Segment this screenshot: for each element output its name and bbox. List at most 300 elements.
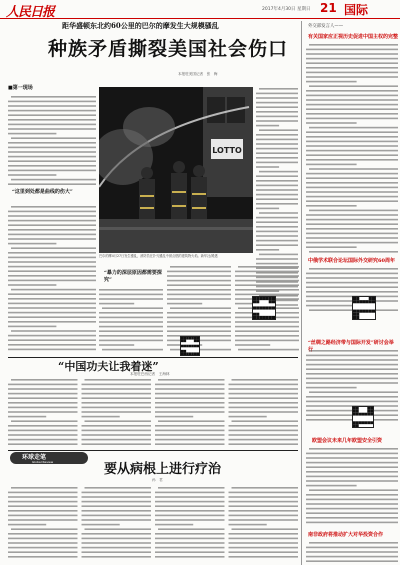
text-line bbox=[99, 326, 163, 328]
text-line bbox=[8, 229, 96, 231]
firefighters-image bbox=[99, 87, 253, 253]
text-line bbox=[155, 425, 225, 427]
text-line bbox=[82, 407, 152, 409]
text-line bbox=[8, 524, 46, 526]
text-line bbox=[8, 321, 96, 323]
text-line bbox=[85, 487, 152, 489]
text-lines bbox=[8, 486, 298, 562]
text-line bbox=[306, 485, 357, 487]
text-line bbox=[170, 266, 231, 268]
masthead bbox=[0, 0, 400, 19]
text-line bbox=[229, 443, 299, 445]
text-line bbox=[167, 330, 231, 332]
text-line bbox=[8, 110, 96, 112]
newspaper-logo: 人民日报 bbox=[6, 5, 55, 20]
text-line bbox=[229, 547, 299, 549]
text-line bbox=[306, 382, 398, 384]
text-line bbox=[306, 556, 398, 558]
text-line bbox=[167, 303, 202, 305]
text-line bbox=[235, 344, 270, 346]
text-line bbox=[309, 542, 398, 544]
text-line bbox=[8, 542, 78, 544]
text-line bbox=[256, 102, 298, 104]
text-line bbox=[99, 321, 163, 323]
qr-code[interactable] bbox=[352, 406, 374, 428]
text-line bbox=[11, 247, 96, 249]
text-line bbox=[82, 496, 152, 498]
text-line bbox=[256, 97, 298, 99]
qr-code[interactable] bbox=[252, 296, 276, 320]
text-line bbox=[306, 131, 398, 133]
section-name: 国际 bbox=[344, 3, 369, 17]
text-line bbox=[232, 528, 299, 530]
text-line bbox=[8, 384, 78, 386]
text-line bbox=[82, 416, 120, 418]
text-line bbox=[256, 208, 279, 210]
badge-title: 环球走笔 bbox=[22, 454, 47, 461]
text-line bbox=[259, 254, 298, 256]
text-line bbox=[306, 108, 398, 110]
text-line bbox=[256, 120, 298, 122]
text-line bbox=[8, 505, 78, 507]
text-line bbox=[256, 226, 298, 228]
text-line bbox=[82, 443, 152, 445]
text-line bbox=[170, 307, 231, 309]
text-line bbox=[8, 349, 96, 351]
text-line bbox=[306, 551, 398, 553]
text-line bbox=[8, 430, 78, 432]
text-line bbox=[229, 425, 299, 427]
qr-code-icon bbox=[181, 337, 199, 355]
text-line bbox=[8, 165, 96, 167]
text-line bbox=[306, 164, 357, 166]
text-line bbox=[259, 171, 298, 173]
text-line bbox=[155, 533, 225, 535]
text-line bbox=[306, 58, 398, 60]
text-line bbox=[82, 425, 152, 427]
text-line bbox=[82, 402, 152, 404]
text-line bbox=[8, 266, 96, 268]
text-line bbox=[238, 349, 299, 351]
text-line bbox=[306, 453, 398, 455]
text-line bbox=[306, 291, 398, 293]
text-line bbox=[256, 134, 298, 136]
text-line bbox=[306, 118, 398, 120]
text-line bbox=[256, 258, 298, 260]
lead-headline: 种族矛盾撕裂美国社会伤口 bbox=[48, 38, 289, 60]
text-line bbox=[155, 538, 225, 540]
text-line bbox=[11, 330, 96, 332]
lead-byline: 本报驻美国记者 张 梅 bbox=[178, 72, 218, 76]
text-line bbox=[8, 303, 96, 305]
text-line bbox=[82, 515, 152, 517]
text-line bbox=[309, 489, 398, 491]
text-line bbox=[8, 119, 96, 121]
text-line bbox=[155, 510, 225, 512]
text-line bbox=[306, 305, 357, 307]
text-line bbox=[8, 261, 96, 263]
text-line bbox=[306, 517, 398, 519]
text-line bbox=[155, 501, 225, 503]
text-line bbox=[8, 275, 96, 277]
text-line bbox=[167, 298, 231, 300]
text-line bbox=[306, 228, 398, 230]
text-line bbox=[82, 505, 152, 507]
text-line bbox=[8, 501, 78, 503]
text-line bbox=[155, 402, 225, 404]
text-line bbox=[11, 137, 96, 139]
text-line bbox=[256, 217, 298, 219]
text-lines bbox=[306, 43, 398, 255]
text-line bbox=[82, 524, 120, 526]
text-line bbox=[8, 556, 78, 558]
text-line bbox=[8, 407, 78, 409]
text-line bbox=[306, 76, 398, 78]
sidebar-kicker: 外交部发言人—— bbox=[308, 24, 344, 29]
text-line bbox=[102, 307, 163, 309]
text-line bbox=[11, 420, 78, 422]
text-line bbox=[306, 508, 398, 510]
qr-code[interactable] bbox=[352, 296, 376, 320]
text-line bbox=[235, 330, 299, 332]
text-line bbox=[8, 411, 78, 413]
text-line bbox=[306, 136, 398, 138]
text-line bbox=[8, 316, 96, 318]
text-line bbox=[309, 85, 398, 87]
text-line bbox=[155, 434, 225, 436]
text-line bbox=[229, 388, 299, 390]
text-line bbox=[259, 212, 298, 214]
text-line bbox=[229, 556, 299, 558]
sidebar-item-title: 欧盟会议未来几年欧盟安全引资 bbox=[312, 438, 383, 444]
text-line bbox=[306, 480, 398, 482]
text-line bbox=[235, 280, 299, 282]
text-line bbox=[306, 141, 398, 143]
text-line bbox=[256, 203, 298, 205]
text-line bbox=[259, 88, 298, 90]
text-line bbox=[167, 294, 231, 296]
text-line bbox=[306, 364, 398, 366]
pull-quote-2: “暴力的深层原因都需要探究” bbox=[104, 270, 162, 283]
text-line bbox=[309, 350, 398, 352]
text-line bbox=[306, 237, 398, 239]
text-line bbox=[306, 359, 398, 361]
text-line bbox=[309, 210, 398, 212]
issue-date: 2017年4月30日 星期日 bbox=[262, 7, 311, 12]
text-line bbox=[8, 339, 96, 341]
text-line bbox=[256, 148, 298, 150]
text-line bbox=[8, 551, 78, 553]
text-line bbox=[8, 243, 56, 245]
text-line bbox=[306, 476, 398, 478]
text-line bbox=[8, 151, 96, 153]
text-line bbox=[99, 294, 163, 296]
article-two-byline: 本报驻巴西记者 王海林 bbox=[130, 372, 170, 376]
text-line bbox=[167, 317, 231, 319]
text-line bbox=[229, 492, 299, 494]
lead-text-col-1 bbox=[8, 95, 96, 187]
column-headline: 要从病根上进行疗治 bbox=[104, 462, 222, 477]
section-divider-2 bbox=[8, 450, 298, 451]
text-line bbox=[306, 560, 398, 562]
text-line bbox=[8, 397, 78, 399]
text-line bbox=[8, 224, 96, 226]
text-lines bbox=[8, 378, 298, 448]
text-line bbox=[306, 49, 398, 51]
text-line bbox=[167, 284, 231, 286]
text-line bbox=[82, 542, 152, 544]
text-line bbox=[11, 379, 78, 381]
text-line bbox=[155, 519, 225, 521]
text-line bbox=[306, 200, 398, 202]
badge-subtitle: Global Review bbox=[32, 459, 54, 464]
text-line bbox=[306, 67, 398, 69]
text-line bbox=[309, 44, 398, 46]
text-line bbox=[256, 162, 298, 164]
text-line bbox=[306, 387, 357, 389]
sidebar-item-text bbox=[306, 447, 398, 527]
text-line bbox=[309, 391, 398, 393]
text-lines bbox=[306, 447, 398, 527]
text-line bbox=[306, 503, 398, 505]
text-line bbox=[309, 168, 398, 170]
text-line bbox=[235, 326, 299, 328]
text-line bbox=[8, 156, 96, 158]
text-line bbox=[229, 411, 299, 413]
text-line bbox=[256, 116, 298, 118]
text-line bbox=[306, 150, 398, 152]
text-line bbox=[229, 434, 299, 436]
text-line bbox=[306, 512, 398, 514]
text-line bbox=[8, 326, 56, 328]
sidebar-item-text bbox=[306, 43, 398, 255]
text-line bbox=[8, 519, 78, 521]
page-number: 21 bbox=[320, 1, 337, 15]
text-line bbox=[229, 402, 299, 404]
text-line bbox=[155, 524, 193, 526]
text-line bbox=[256, 194, 298, 196]
column-text bbox=[8, 486, 298, 562]
text-line bbox=[99, 335, 163, 337]
text-line bbox=[167, 271, 231, 273]
text-line bbox=[229, 384, 299, 386]
text-line bbox=[8, 492, 78, 494]
text-line bbox=[8, 425, 78, 427]
qr-code[interactable] bbox=[180, 336, 200, 356]
section-label: ■第一现场 bbox=[8, 85, 33, 91]
text-line bbox=[232, 420, 299, 422]
text-line bbox=[155, 496, 225, 498]
text-line bbox=[235, 294, 299, 296]
text-line bbox=[306, 81, 357, 83]
text-line bbox=[8, 238, 96, 240]
column-badge bbox=[10, 452, 88, 464]
text-line bbox=[8, 510, 78, 512]
news-sidebar bbox=[301, 21, 400, 565]
text-line bbox=[256, 235, 298, 237]
text-line bbox=[235, 289, 299, 291]
text-line bbox=[99, 298, 163, 300]
text-line bbox=[82, 556, 152, 558]
text-line bbox=[155, 393, 225, 395]
text-line bbox=[8, 257, 96, 259]
text-line bbox=[306, 396, 398, 398]
text-line bbox=[8, 147, 96, 149]
text-line bbox=[155, 515, 225, 517]
text-line bbox=[8, 270, 96, 272]
text-line bbox=[229, 519, 299, 521]
text-line bbox=[309, 251, 398, 253]
text-line bbox=[306, 246, 357, 248]
text-line bbox=[229, 416, 267, 418]
text-line bbox=[235, 321, 299, 323]
text-line bbox=[306, 242, 398, 244]
text-line bbox=[158, 528, 225, 530]
text-line bbox=[235, 335, 299, 337]
text-line bbox=[99, 312, 163, 314]
text-line bbox=[11, 487, 78, 489]
text-line bbox=[306, 72, 398, 74]
column-byline: 孙 君 bbox=[152, 478, 163, 482]
text-line bbox=[306, 282, 398, 284]
text-line bbox=[306, 373, 398, 375]
text-line bbox=[82, 510, 152, 512]
text-line bbox=[8, 335, 96, 337]
text-line bbox=[306, 233, 398, 235]
text-line bbox=[82, 393, 152, 395]
text-line bbox=[309, 127, 398, 129]
text-line bbox=[229, 496, 299, 498]
text-line bbox=[235, 271, 299, 273]
text-line bbox=[306, 177, 398, 179]
text-line bbox=[8, 142, 96, 144]
text-line bbox=[235, 284, 299, 286]
text-line bbox=[155, 407, 225, 409]
text-line bbox=[256, 240, 298, 242]
qr-code-icon bbox=[353, 407, 373, 427]
text-line bbox=[99, 317, 163, 319]
text-line bbox=[8, 220, 96, 222]
text-line bbox=[8, 101, 96, 103]
text-line bbox=[229, 515, 299, 517]
text-line bbox=[306, 196, 398, 198]
text-line bbox=[82, 538, 152, 540]
text-line bbox=[256, 244, 298, 246]
text-line bbox=[155, 384, 225, 386]
text-line bbox=[82, 519, 152, 521]
text-line bbox=[229, 533, 299, 535]
text-line bbox=[306, 401, 398, 403]
text-line bbox=[8, 174, 56, 176]
text-line bbox=[232, 379, 299, 381]
text-line bbox=[155, 411, 225, 413]
text-line bbox=[82, 434, 152, 436]
text-line bbox=[99, 330, 163, 332]
text-line bbox=[256, 139, 298, 141]
text-line bbox=[155, 439, 225, 441]
sidebar-item-title: “丝绸之路经济带与国际开发”研讨会举 bbox=[308, 340, 394, 346]
text-line bbox=[167, 275, 231, 277]
text-line bbox=[8, 114, 96, 116]
text-line bbox=[306, 286, 398, 288]
text-line bbox=[229, 538, 299, 540]
text-line bbox=[82, 533, 152, 535]
text-line bbox=[238, 266, 299, 268]
text-line bbox=[306, 223, 398, 225]
text-line bbox=[256, 221, 298, 223]
text-line bbox=[82, 547, 152, 549]
qr-code-icon bbox=[353, 297, 375, 319]
text-line bbox=[8, 280, 96, 282]
text-line bbox=[256, 249, 279, 251]
sidebar-item-title: 有关国家应正视历史促进中国主权的完整 bbox=[308, 34, 399, 40]
text-line bbox=[232, 487, 299, 489]
text-line bbox=[8, 124, 96, 126]
text-line bbox=[8, 298, 96, 300]
text-line bbox=[85, 528, 152, 530]
text-line bbox=[155, 443, 225, 445]
text-line bbox=[155, 430, 225, 432]
text-line bbox=[167, 289, 231, 291]
article-two-text bbox=[8, 378, 298, 448]
text-line bbox=[229, 524, 267, 526]
text-line bbox=[11, 96, 96, 98]
text-line bbox=[306, 277, 398, 279]
fire-photo bbox=[99, 87, 253, 253]
text-line bbox=[306, 368, 398, 370]
text-line bbox=[306, 522, 398, 524]
text-line bbox=[8, 215, 96, 217]
text-line bbox=[306, 95, 398, 97]
text-line bbox=[229, 542, 299, 544]
text-line bbox=[167, 321, 231, 323]
text-line bbox=[229, 439, 299, 441]
text-line bbox=[306, 53, 398, 55]
text-line bbox=[256, 143, 298, 145]
text-line bbox=[256, 231, 298, 233]
text-line bbox=[306, 122, 357, 124]
text-line bbox=[229, 393, 299, 395]
text-line bbox=[155, 556, 225, 558]
article-two-headline: “中国功夫让我着迷” bbox=[58, 360, 159, 373]
text-line bbox=[8, 160, 96, 162]
text-line bbox=[235, 340, 299, 342]
text-line bbox=[306, 205, 357, 207]
text-line bbox=[158, 420, 225, 422]
text-line bbox=[8, 538, 78, 540]
text-line bbox=[8, 393, 78, 395]
text-line bbox=[8, 496, 78, 498]
text-line bbox=[306, 62, 398, 64]
text-line bbox=[229, 430, 299, 432]
text-line bbox=[8, 307, 96, 309]
text-line bbox=[306, 104, 398, 106]
text-line bbox=[306, 159, 398, 161]
text-line bbox=[82, 492, 152, 494]
sidebar-item-title: 南非政府将推动扩大对华投资合作 bbox=[308, 532, 384, 538]
text-line bbox=[306, 462, 398, 464]
pull-quote-1: “这里到处都是曲线的伤大” bbox=[12, 189, 73, 195]
text-line bbox=[256, 180, 298, 182]
text-line bbox=[167, 326, 231, 328]
text-line bbox=[102, 349, 163, 351]
text-line bbox=[256, 152, 298, 154]
text-line bbox=[229, 407, 299, 409]
lotto-sign: LOTTO bbox=[212, 146, 242, 155]
qr-code-icon bbox=[253, 297, 275, 319]
text-line bbox=[82, 501, 152, 503]
sidebar-item-text bbox=[306, 541, 398, 563]
